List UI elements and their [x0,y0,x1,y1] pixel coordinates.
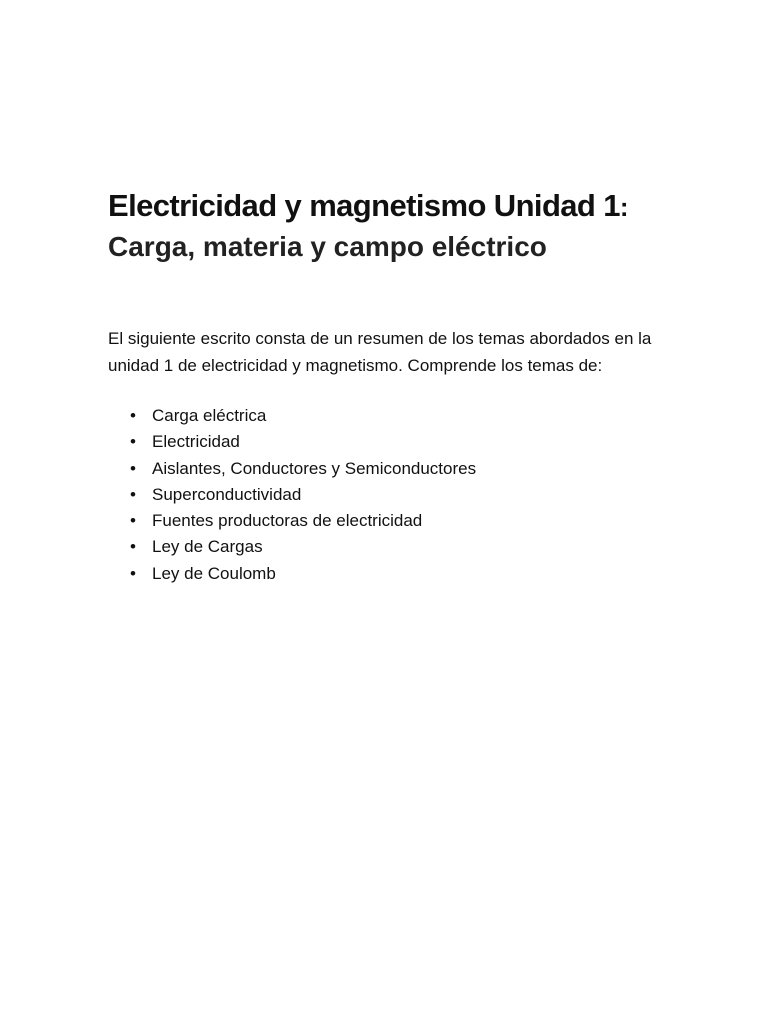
document-title-text: Electricidad y magnetismo Unidad 1 [108,188,620,223]
list-item [108,534,668,560]
list-item-label: Superconductividad [152,484,302,504]
bullet-icon: • [130,406,136,425]
list-item [108,561,668,587]
list-item-label: Carga eléctrica [152,406,267,425]
bullet-icon: • [130,511,136,531]
title-block [108,186,728,267]
list-item-label: Electricidad [152,432,240,452]
topics-list [108,403,668,587]
list-item [108,403,668,429]
list-item [108,456,668,482]
bullet-icon: • [130,484,136,504]
list-item [108,482,668,508]
bullet-icon: • [130,563,136,583]
document-subtitle: Carga, materia y campo eléctrico [108,231,547,262]
intro-paragraph: El siguiente escrito consta de un resumen de los temas abordados en la unidad 1 de electricidad y magnetismo. Comprende los temas de: [108,329,652,375]
list-item [108,429,668,455]
bullet-icon: • [130,432,136,452]
bullet-icon: • [130,537,136,557]
list-item-label: Ley de Cargas [152,537,263,557]
list-item [108,508,668,534]
list-item-label: Ley de Coulomb [152,563,276,583]
document-title-colon: : [619,192,628,222]
document-title [108,186,728,227]
list-item-label: Fuentes productoras de electricidad [152,511,423,531]
list-item-label: Aislantes, Conductores y Semiconductores [152,458,477,478]
bullet-icon: • [130,458,136,478]
